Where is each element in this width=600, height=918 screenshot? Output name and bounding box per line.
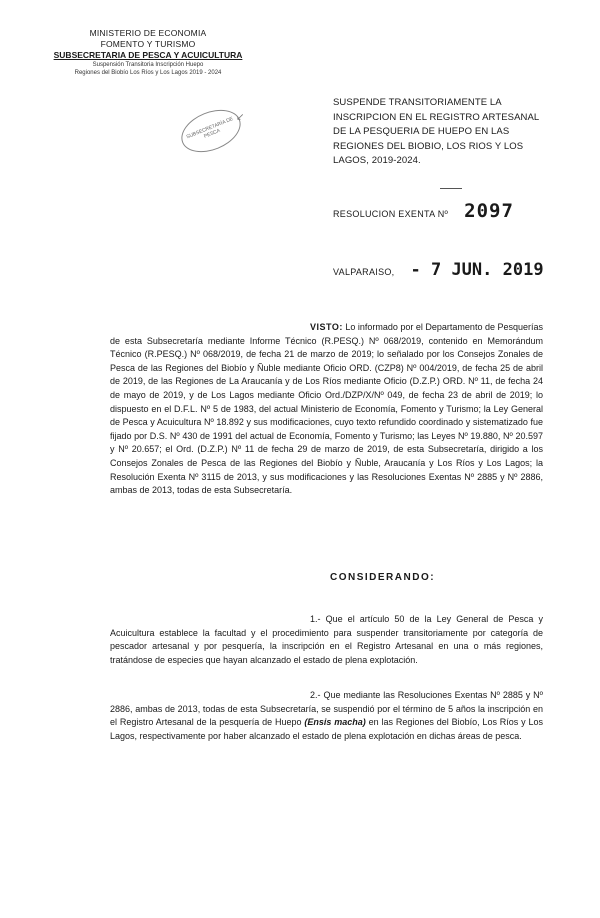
date-place: VALPARAISO, xyxy=(333,267,395,277)
resolution-dash xyxy=(440,188,462,189)
considerando-heading: CONSIDERANDO: xyxy=(330,572,436,583)
letterhead xyxy=(48,28,248,77)
handwritten-mark-icon: ↙ xyxy=(236,112,245,123)
item-2-text-a: Que mediante las Resoluciones Exentas Nº 2885 y Nº 2886, ambas de 2013, todas de esta Subsecretaría, se suspendió por el término de 5 años la inscripción en el Registro Artesanal de la pesquería de Huepo xyxy=(110,690,543,728)
item-2-text-b: en las Regiones del Biobío, Los Ríos y Los Lagos, respectivamente por haber alcanzado el estado de plena explotación en dichas áreas de pesca. xyxy=(110,717,543,741)
reference-line-1: Suspensión Transitoria Inscripción Huepo xyxy=(92,62,204,68)
date-line xyxy=(333,260,544,280)
document-summary: SUSPENDE TRANSITORIAMENTE LA INSCRIPCION EN EL REGISTRO ARTESANAL DE LA PESQUERIA DE HUEPO EN LAS REGIONES DEL BIOBIO, LOS RIOS Y LOS LAGOS, 2019-2024. xyxy=(333,97,539,166)
species-name: (Ensis macha) xyxy=(304,717,366,728)
resolution-line xyxy=(333,200,514,222)
reference-line-2: Regiones del Biobío Los Ríos y Los Lagos 2019 - 2024 xyxy=(74,70,222,76)
date-value: - 7 JUN. 2019 xyxy=(410,260,544,280)
visto-label: VISTO: xyxy=(310,322,343,332)
ministry-name: MINISTERIO DE ECONOMIA xyxy=(89,28,207,38)
resolution-number: 2097 xyxy=(464,200,514,222)
visto-text: Lo informado por el Departamento de Pesquerías de esta Subsecretaría mediante Informe Técnico (R.PESQ.) Nº 068/2019, contenido en Memorándum Técnico (R.PESQ.) Nº 068/2019, de fecha 21 de marzo de 2019; lo señalado por los Consejos Zonales de Pesca de las Regiones del Biobío y Ñuble mediante Oficio ORD. (CZP8) Nº 004/2019, de fecha 25 de abril de 2019, de las Regiones de La Araucanía y de Los Ríos mediante Oficio (D.Z.P.) ORD. Nº 11, de fecha 24 de mayo de 2019, y de Los Lagos mediante Oficio Ord./DZP/X/Nº 049, de fecha 23 de abril de 2019; lo dispuesto en el D.F.L. Nº 5 de 1983, del actual Ministerio de Economía, Fomento y Turismo; la Ley General de Pesca y Acuicultura Nº 18.892 y sus modificaciones, cuyo texto refundido coordinado y sistematizado fue fijado por D.S. Nº 430 de 1991 del actual de Economía, Fomento y Turismo; las Leyes Nº 19.880, Nº 20.597 y Nº 20.657; el Ord. (D.Z.P.) Nº 11 de fecha 29 de marzo de 2019, de esta Subsecretaría, dirigido a los Consejos Zonales de Pesca de las Regiones del Biobío y Ñuble, Araucanía y Los Ríos y Los Lagos; la Resolución Exenta Nº 3115 de 2013, y sus modificaciones y las Resoluciones Exentas Nº 2885 y Nº 2886, ambas de 2013, todas de esta Subsecretaría. xyxy=(110,322,543,496)
item-2-number: 2.- xyxy=(310,690,321,700)
visto-paragraph xyxy=(110,321,543,498)
item-1-text: Que el artículo 50 de la Ley General de Pesca y Acuicultura establece la facultad y el procedimiento para suspender transitoriamente por categoría de pescador artesanal y por pesquería, la inscripción en el Registro Artesanal en una o más regiones, tratándose de especies que hayan alcanzado el estado de plena explotación. xyxy=(110,614,543,665)
stamp-text: SUBSECRETARÍA DE PESCA xyxy=(185,116,235,141)
item-1-number: 1.- xyxy=(310,614,321,624)
considerando-item-1 xyxy=(110,613,543,667)
office-stamp xyxy=(175,102,247,160)
resolution-label: RESOLUCION EXENTA Nº xyxy=(333,209,449,219)
ministry-subname: FOMENTO Y TURISMO xyxy=(100,39,196,49)
subsecretariat-name: SUBSECRETARIA DE PESCA Y ACUICULTURA xyxy=(53,50,243,60)
considerando-item-2 xyxy=(110,689,543,743)
